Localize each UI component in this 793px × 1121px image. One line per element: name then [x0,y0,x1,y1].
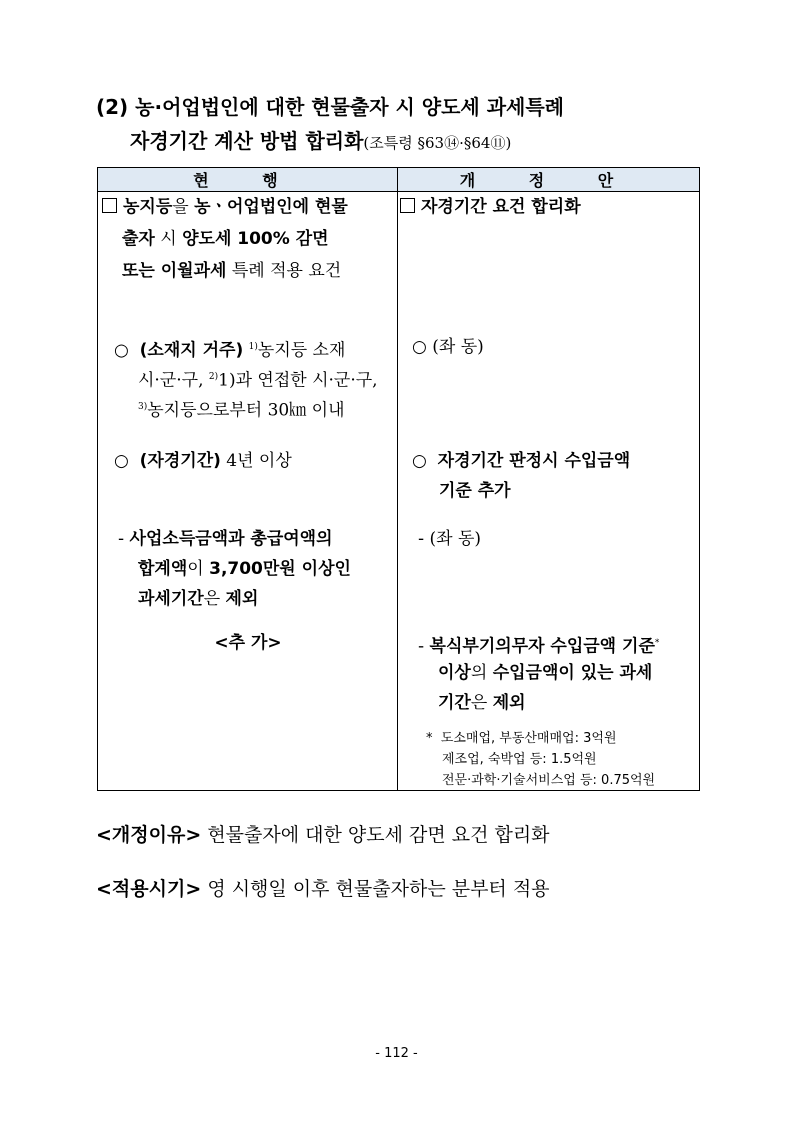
proposed-item-residence: ○ (좌 동) [412,337,484,357]
current-sub-exclusion: - 사업소득금액과 총급여액의 합계액이 3,700만원 이상인 과세기간은 제외 [118,529,351,609]
reason-label: <개정이유> [96,824,202,846]
title-reference: (조특령 §63⑭·§64⑪) [363,134,512,152]
proposed-column [398,192,700,791]
header-proposed: 개 정 안 [398,168,700,192]
proposed-sub-same: - (좌 동) [418,529,482,549]
checkbox-square-icon [102,198,117,213]
title-line-1: (2) 농·어업법인에 대한 현물출자 시 양도세 과세특례 [96,95,564,119]
current-added-placeholder: <추 가> [214,633,282,653]
header-current: 현 행 [98,168,398,192]
page-number: - 112 - [375,1046,418,1061]
current-item-residence: ○ (소재지 거주) $^{1)}$농지등 소재 시·군·구, $^{2)}$1)과 연접한 시·군·구, $^{3)}$농지등으로부터 30㎞ 이내 [114,340,378,421]
effective-label: <적용시기> [96,878,202,900]
title-line-2 [96,124,564,160]
current-column: 농지등을 농ㆍ어업법인에 현물 출자 시 양도세 100% 감면 또는 이월과세 특례 적용 요건 ○ (소재지 거주) $^{1)}$농지등 소재 시·군·구, $^{2)}$1)과 연접한 시·군·구, $^{3)}$농지등으로부터 30㎞ 이내 ○ (자경기간) 4년 이상 - 사업소득금액과 총급여액의 합계액이 3,700만원 이상인 과세기간은 제외 <추 가> [98,192,398,791]
amendment-reason [96,820,550,850]
reason-text: 현물출자에 대한 양도세 감면 요건 합리화 [207,824,550,846]
current-item-period: ○ (자경기간) 4년 이상 [114,451,292,471]
proposed-box-item: 자경기간 요건 합리화 [400,192,581,222]
comparison-table [97,167,700,791]
section-title [96,90,564,160]
proposed-footnote: * 도소매업, 부동산매매업: 3억원 제조업, 숙박업 등: 1.5억원 전문·과학·기술서비스업 등: 0.75억원 [426,731,656,788]
effective-text: 영 시행일 이후 현물출자하는 분부터 적용 [207,878,550,900]
effective-date [96,874,550,904]
proposed-item-period: ○ 자경기간 판정시 수입금액 기준 추가 [412,451,631,501]
checkbox-square-icon [400,198,415,213]
proposed-sub-exclusion: - 복식부기의무자 수입금액 기준* 이상의 수입금액이 있는 과세 기간은 제외 [418,636,660,713]
title-line-2-text: 자경기간 계산 방법 합리화 [130,129,364,153]
